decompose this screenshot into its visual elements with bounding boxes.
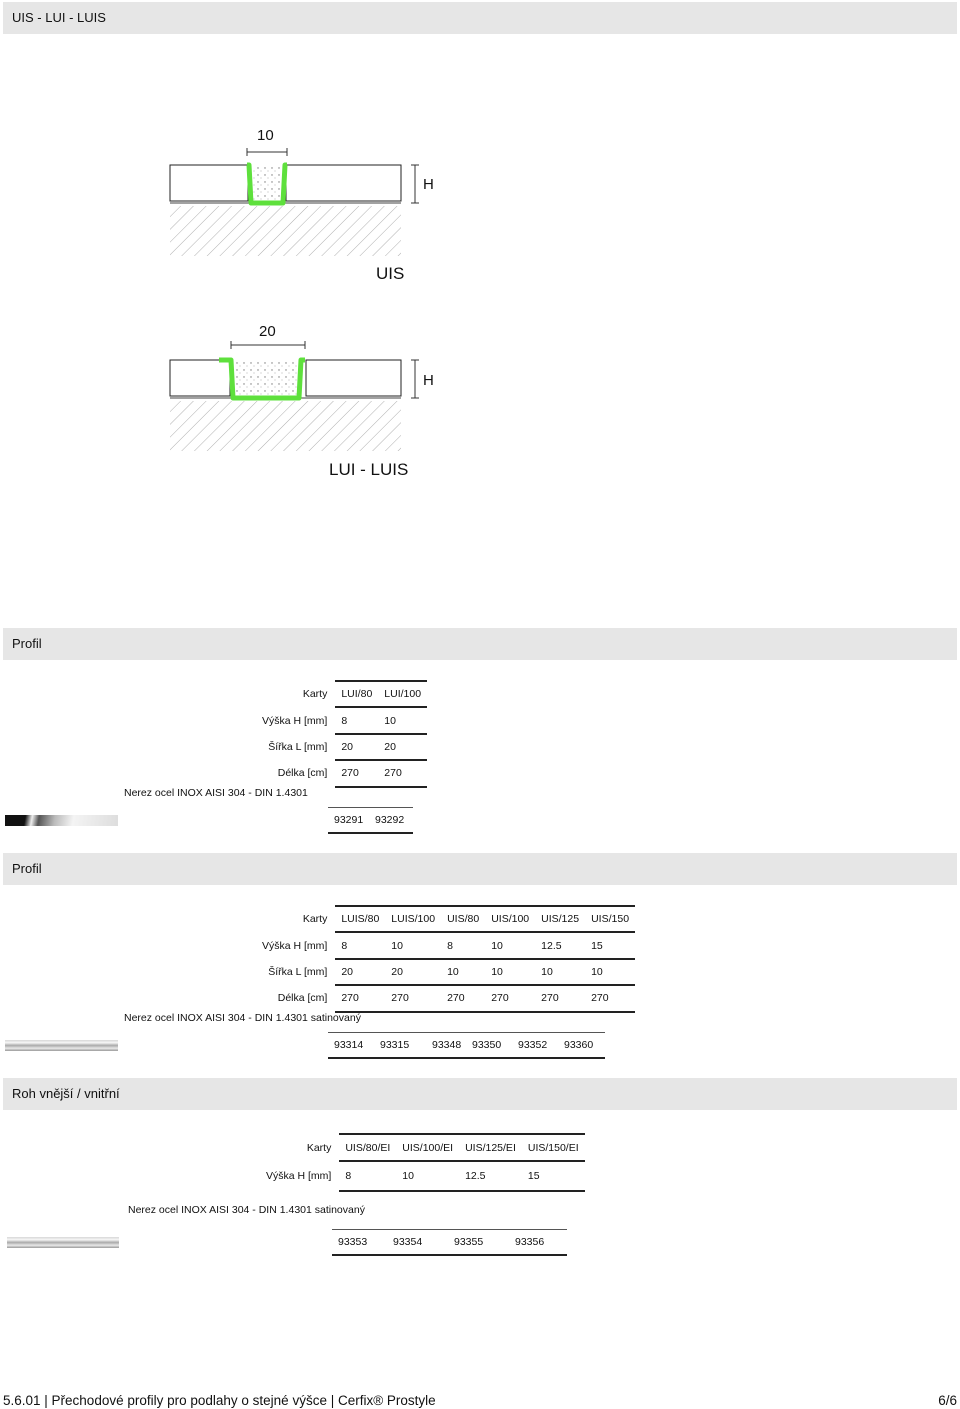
section-header [3, 1078, 957, 1110]
table-cell: 20 [385, 959, 441, 985]
table-row [262, 760, 427, 786]
row-label: Karty [306, 1141, 332, 1154]
table-cell: 10 [535, 959, 585, 985]
table-row [262, 959, 635, 985]
table-cell: 10 [485, 932, 535, 958]
row-label: Výška H [mm] [266, 1170, 332, 1182]
article-code: 93353 [338, 1236, 368, 1248]
article-code: 93352 [518, 1039, 548, 1051]
article-code: 93356 [515, 1236, 545, 1248]
table-row [262, 932, 635, 958]
table-cell: 270 [335, 985, 385, 1011]
article-code: 93350 [472, 1039, 502, 1051]
article-code: 93355 [454, 1236, 484, 1248]
height-label: H [423, 176, 434, 193]
page-header [3, 2, 957, 34]
table-cell: 270 [535, 985, 585, 1011]
table-cell: UIS/80/EI [339, 1134, 396, 1161]
article-codes-row [328, 807, 413, 834]
lui-luis-profile-diagram [165, 340, 425, 455]
table-cell: 270 [335, 760, 378, 786]
table-cell: 270 [378, 760, 427, 786]
row-label: Karty [302, 688, 328, 701]
table-row [266, 1161, 585, 1191]
article-code: 93315 [380, 1039, 410, 1051]
article-code: 93354 [393, 1236, 423, 1248]
table-cell: UIS/150 [585, 906, 635, 932]
table-cell: 10 [585, 959, 635, 985]
diagram-caption: UIS [376, 264, 405, 283]
table-row [262, 734, 427, 760]
article-code: 93360 [564, 1039, 594, 1051]
section-title: Roh vnější / vnitřní [12, 1086, 120, 1101]
table-cell: UIS/100/EI [396, 1134, 459, 1161]
table-cell: 10 [441, 959, 485, 985]
article-code: 93292 [375, 814, 405, 826]
table-cell: 20 [378, 734, 427, 760]
article-code: 93348 [432, 1039, 462, 1051]
table-row [262, 906, 635, 932]
table-cell: 12.5 [535, 932, 585, 958]
article-code: 93314 [334, 1039, 364, 1051]
table-row [266, 1134, 585, 1161]
material-label: Nerez ocel INOX AISI 304 - DIN 1.4301 satinovaný [124, 1012, 361, 1024]
uis-profile-diagram [165, 145, 425, 260]
page-title: UIS - LUI - LUIS [12, 10, 106, 25]
diagram-caption: LUI - LUIS [329, 460, 409, 479]
table-cell: LUIS/100 [385, 906, 441, 932]
table-cell: 15 [585, 932, 635, 958]
table-cell: 270 [385, 985, 441, 1011]
table-cell: 270 [441, 985, 485, 1011]
row-label: Karty [302, 913, 328, 926]
table-cell: 270 [485, 985, 535, 1011]
table-cell: 12.5 [459, 1161, 522, 1191]
row-label: Šířka L [mm] [268, 740, 328, 753]
section-header [3, 628, 957, 660]
satin-finish-swatch [5, 1040, 118, 1051]
table-cell: 8 [441, 932, 485, 958]
row-label: Délka [cm] [277, 767, 328, 780]
table-row [262, 707, 427, 733]
table-cell: UIS/100 [485, 906, 535, 932]
row-label: Šířka L [mm] [268, 965, 328, 978]
page-footer [0, 1392, 960, 1409]
section-title: Profil [12, 636, 42, 651]
material-label: Nerez ocel INOX AISI 304 - DIN 1.4301 [124, 787, 308, 799]
table-row [262, 985, 635, 1011]
table-row [262, 681, 427, 707]
section-title: Profil [12, 861, 42, 876]
footer-text: 5.6.01 | Přechodové profily pro podlahy o stejné výšce | Cerfix® Prostyle [3, 1393, 436, 1408]
section-header [3, 853, 957, 885]
table-cell: 8 [335, 707, 378, 733]
spec-table [266, 1133, 585, 1192]
table-cell: LUI/100 [378, 681, 427, 707]
article-code: 93291 [334, 814, 364, 826]
table-cell: 15 [522, 1161, 585, 1191]
table-cell: 270 [585, 985, 635, 1011]
article-codes-row [328, 1032, 605, 1059]
row-label: Výška H [mm] [262, 939, 328, 952]
table-cell: UIS/150/EI [522, 1134, 585, 1161]
table-cell: UIS/125/EI [459, 1134, 522, 1161]
table-cell: UIS/125 [535, 906, 585, 932]
article-codes-row [332, 1229, 567, 1256]
width-label: 10 [257, 127, 274, 144]
table-cell: 20 [335, 734, 378, 760]
material-label: Nerez ocel INOX AISI 304 - DIN 1.4301 satinovaný [128, 1204, 365, 1216]
table-cell: 8 [339, 1161, 396, 1191]
table-cell: UIS/80 [441, 906, 485, 932]
table-cell: 10 [378, 707, 427, 733]
row-label: Výška H [mm] [262, 714, 328, 727]
table-cell: 10 [485, 959, 535, 985]
width-label: 20 [259, 323, 276, 340]
page-number: 6/6 [938, 1393, 957, 1408]
spec-table [262, 680, 427, 788]
row-label: Délka [cm] [277, 992, 328, 1005]
table-cell: 8 [335, 932, 385, 958]
mirror-finish-swatch [5, 815, 118, 826]
spec-table [262, 905, 635, 1013]
table-cell: 10 [385, 932, 441, 958]
satin-finish-swatch [7, 1237, 119, 1248]
table-cell: 20 [335, 959, 385, 985]
table-cell: 10 [396, 1161, 459, 1191]
table-cell: LUIS/80 [335, 906, 385, 932]
table-cell: LUI/80 [335, 681, 378, 707]
height-label: H [423, 372, 434, 389]
